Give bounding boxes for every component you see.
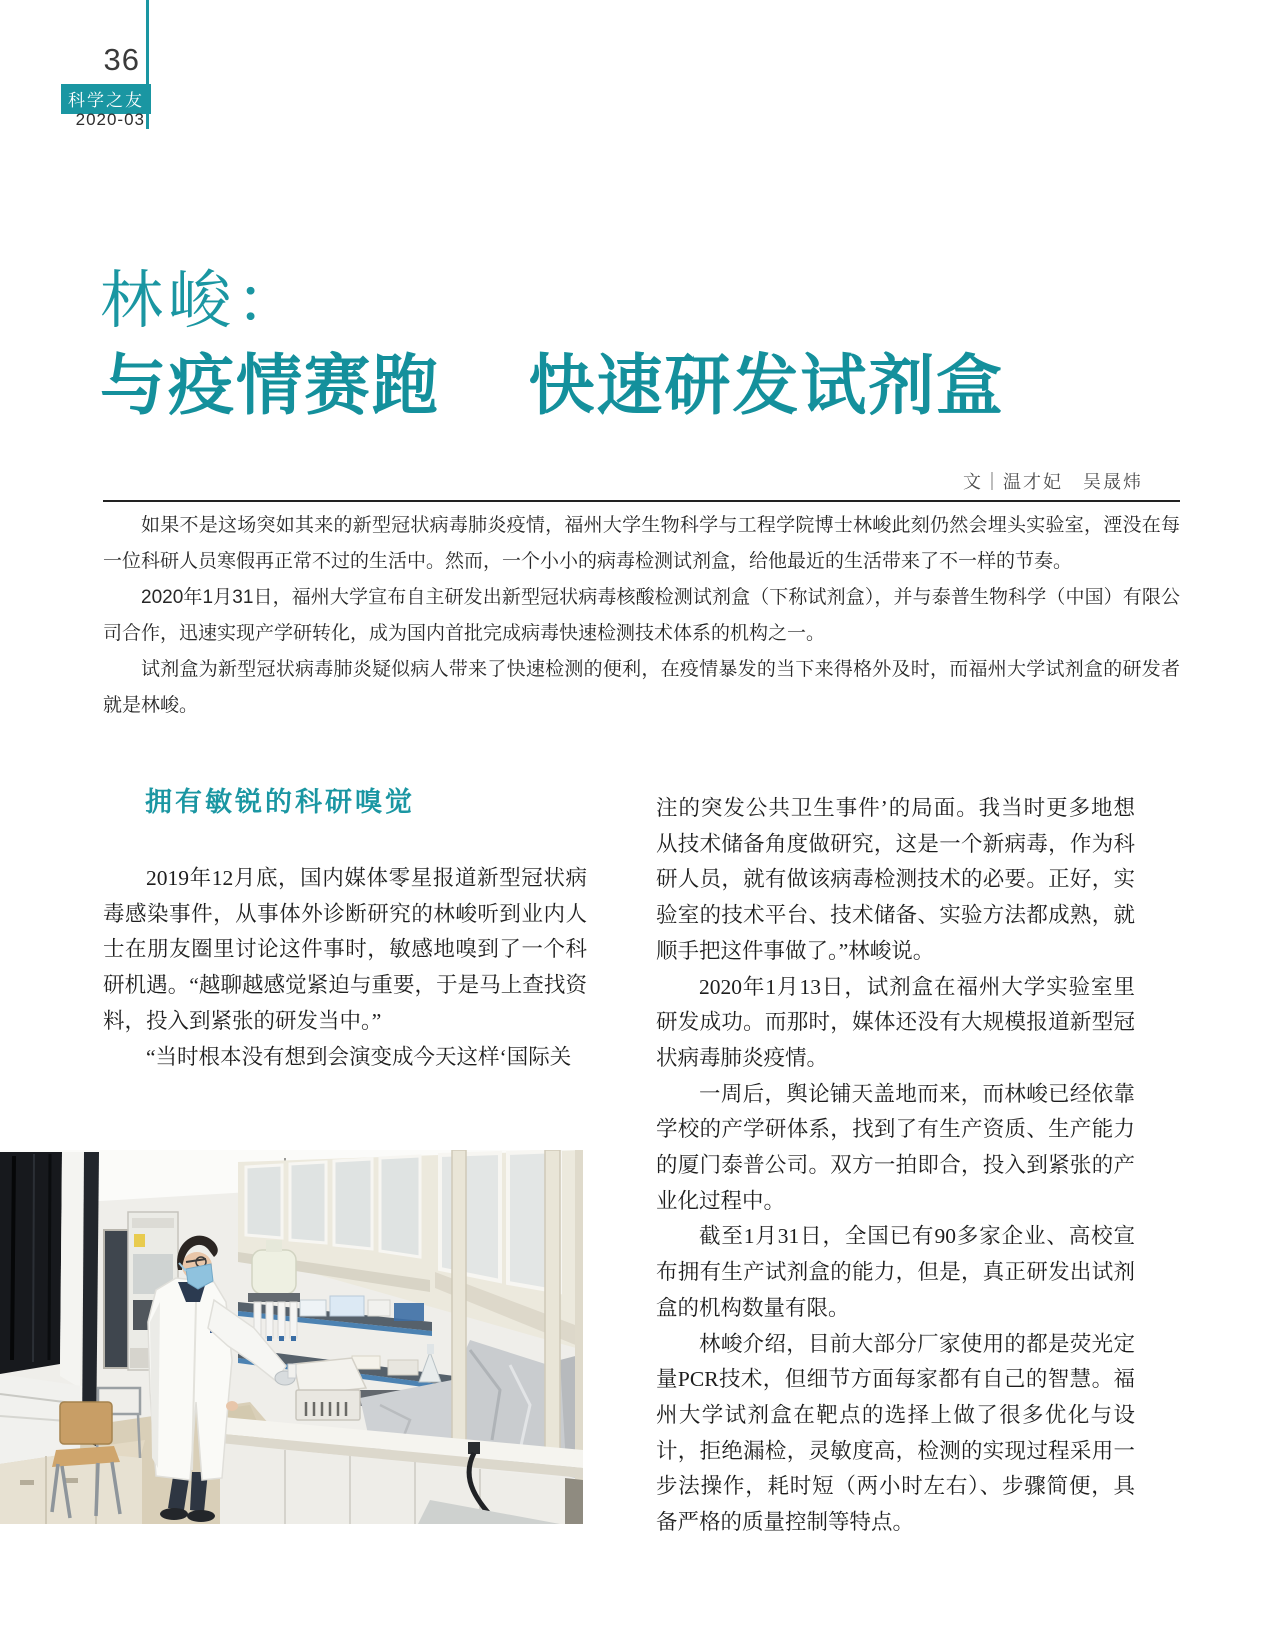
magazine-name-badge: 科学之友 <box>61 84 151 114</box>
paragraph: 一周后，舆论铺天盖地而来，而林峻已经依靠学校的产学研体系，找到了有生产资质、生产能力的厦门泰普公司。双方一拍即合，投入到紧张的产业化过程中。 <box>656 1081 1135 1213</box>
article-title: 与疫情赛跑 快速研发试剂盒 <box>100 348 1005 422</box>
paragraph: 注的突发公共卫生事件’的局面。我当时更多地想从技术储备角度做研究，这是一个新病毒，作为科研人员，就有做该病毒检测技术的必要。正好，实验室的技术平台、技术储备、实验方法都成熟，就顺手把这件事做了。”林峻说。 <box>656 796 1135 963</box>
door <box>104 1230 130 1368</box>
paragraph: 2020年1月31日，福州大学宣布自主研发出新型冠状病毒核酸检测试剂盒（下称试剂盒），并与泰普生物科学（中国）有限公司合作，迅速实现产学研转化，成为国内首批完成病毒快速检测技术体系的机构之一。 <box>103 587 1180 644</box>
paragraph: “当时根本没有想到会演变成今天这样‘国际关 <box>146 1044 572 1069</box>
paragraph: 试剂盒为新型冠状病毒肺炎疑似病人带来了快速检测的便利，在疫情暴发的当下来得格外及时，而福州大学试剂盒的研发者就是林峻。 <box>103 659 1180 716</box>
magazine-issue: 2020-03 <box>75 110 145 129</box>
left-column <box>103 861 587 1075</box>
page-number: 36 <box>103 42 140 77</box>
paragraph: 截至1月31日，全国已有90多家企业、高校宣布拥有生产试剂盒的能力，但是，真正研发出试剂盒的机构数量有限。 <box>656 1224 1135 1320</box>
paragraph: 2019年12月底，国内媒体零星报道新型冠状病毒感染事件，从事体外诊断研究的林峻听到业内人士在朋友圈里讨论这件事时，敏感地嗅到了一个科研机遇。“越聊越感觉紧迫与重要，于是马上查找资料，投入到紧张的研发当中。” <box>103 866 587 1033</box>
curtain <box>0 1152 62 1374</box>
lab-photo <box>0 1150 583 1524</box>
section-heading: 拥有敏锐的科研嗅觉 <box>145 787 415 817</box>
paragraph: 林峻介绍，目前大部分厂家使用的都是荧光定量PCR技术，但细节方面每家都有自己的智慧。福州大学试剂盒在靶点的选择上做了很多优化与设计，拒绝漏检，灵敏度高，检测的实现过程采用一步法操作，耗时短（两小时左右）、步骤简便，具备严格的质量控制等特点。 <box>656 1331 1135 1535</box>
byline: 文｜温才妃 吴晟炜 <box>963 472 1143 492</box>
paragraph: 2020年1月13日，试剂盒在福州大学实验室里研发成功。而那时，媒体还没有大规模报道新型冠状病毒肺炎疫情。 <box>656 974 1135 1070</box>
header-rule <box>103 500 1180 502</box>
intro-block <box>103 508 1180 724</box>
article-kicker: 林峻： <box>100 266 304 336</box>
biohazard-sign <box>134 1234 145 1247</box>
paragraph: 如果不是这场突如其来的新型冠状病毒肺炎疫情，福州大学生物科学与工程学院博士林峻此刻仍然会埋头实验室，湮没在每一位科研人员寒假再正常不过的生活中。然而，一个小小的病毒检测试剂盒，给他最近的生活带来了不一样的节奏。 <box>103 515 1180 572</box>
right-column <box>656 791 1135 1541</box>
pcr-instrument <box>294 1358 366 1420</box>
window-mullion <box>60 1152 84 1388</box>
